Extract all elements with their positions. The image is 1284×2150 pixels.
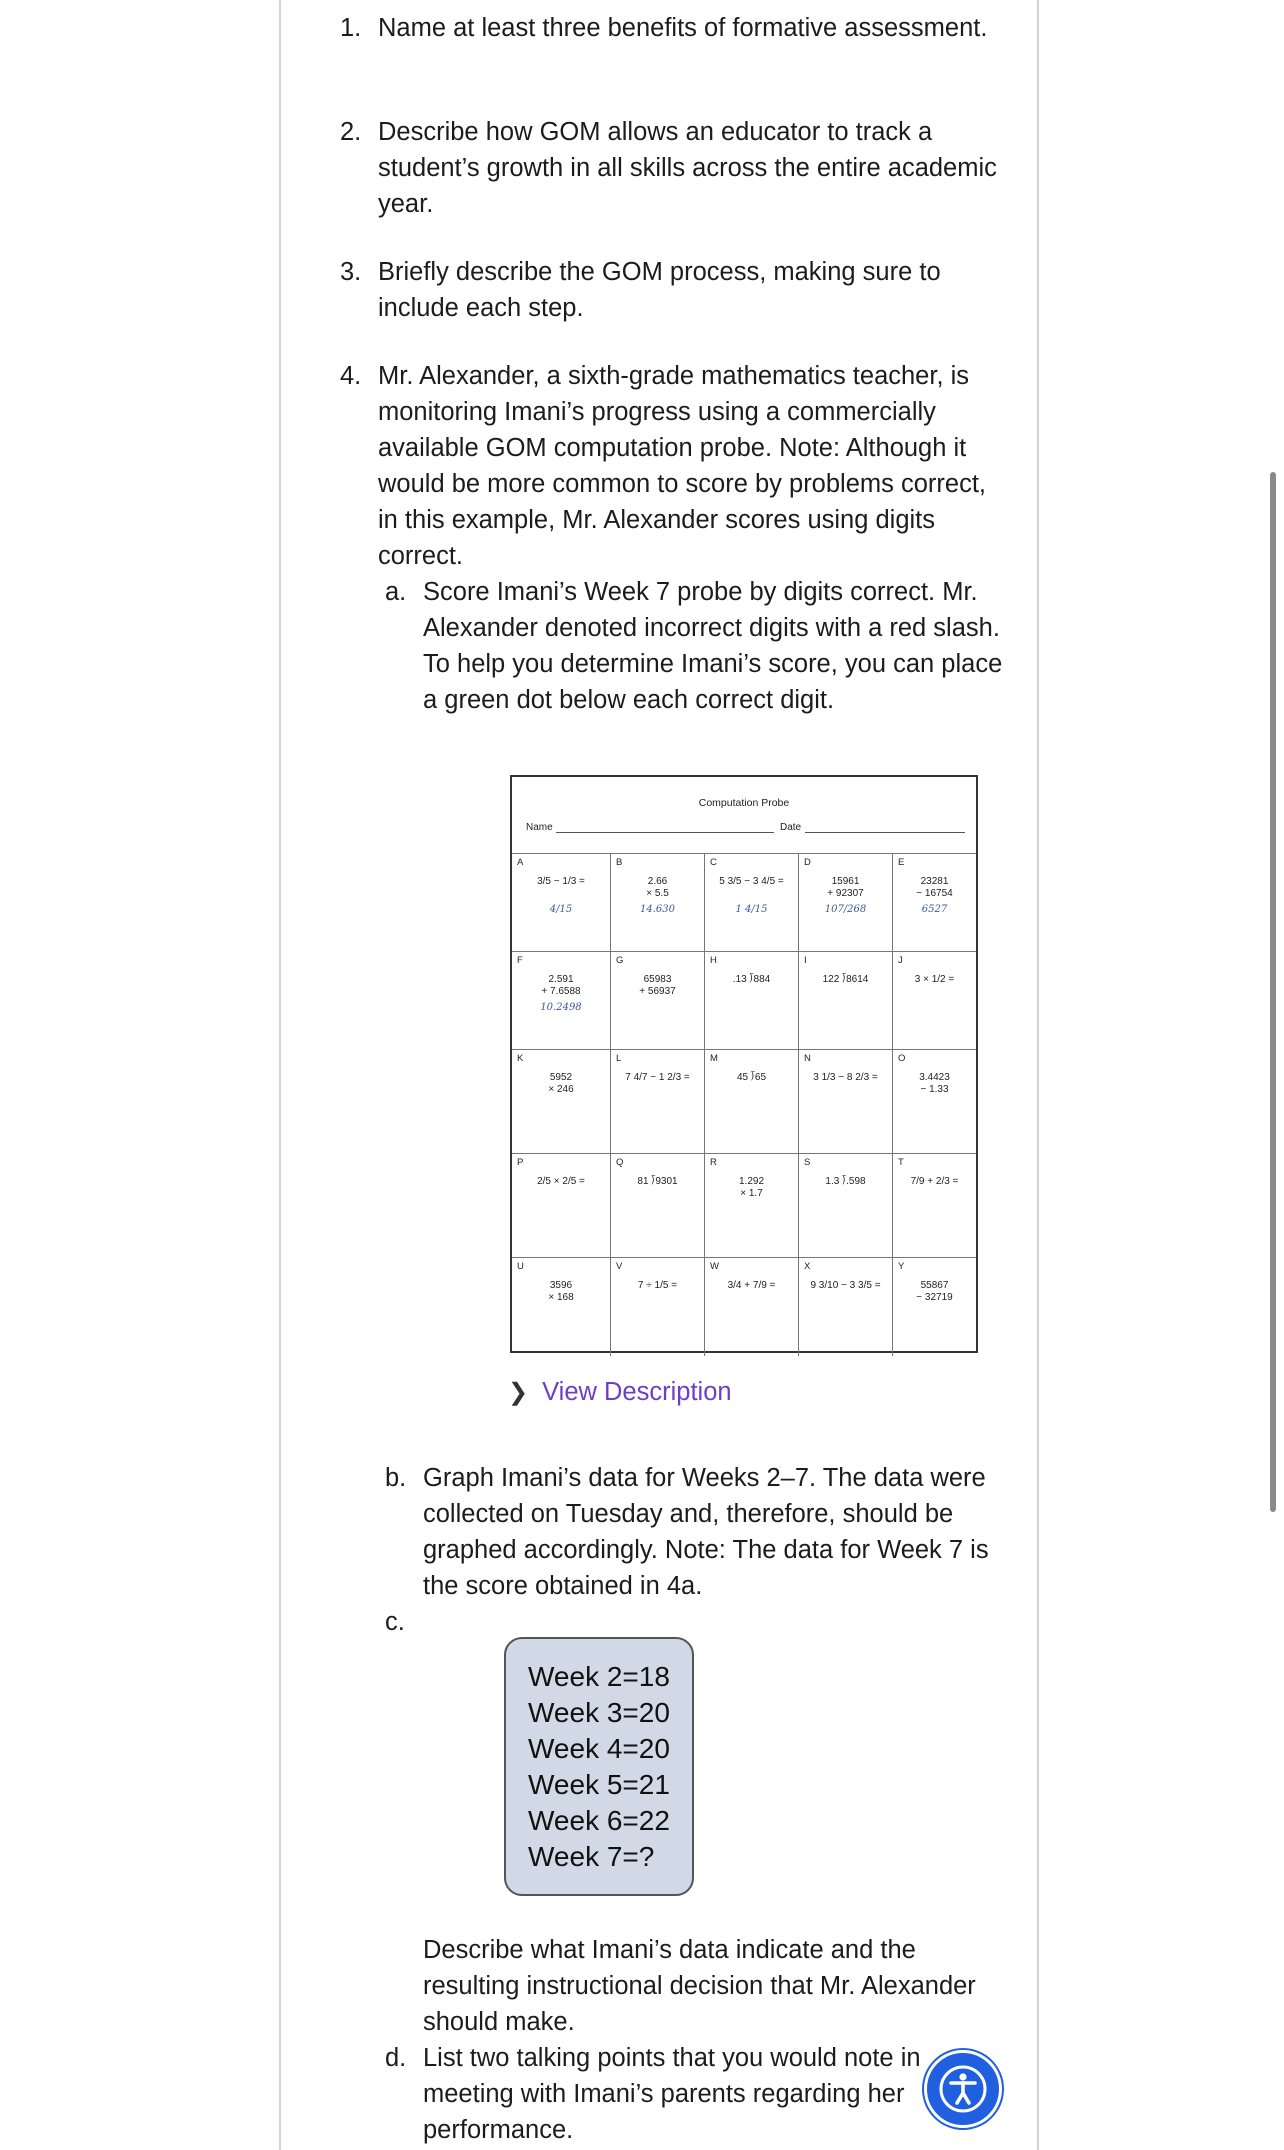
probe-problem: 45 ⟌65	[736, 1072, 767, 1083]
question-1	[340, 10, 1000, 46]
probe-problem: .13 ⟌884	[732, 974, 771, 985]
probe-cell-label: U	[517, 1261, 524, 1272]
probe-problem: 23281 − 16754	[916, 876, 953, 899]
subpart-text: List two talking points that you would note in meeting with Imani’s parents regarding her performance.	[423, 2044, 921, 2144]
probe-problem: 65983 + 56937	[639, 974, 676, 997]
probe-cell	[799, 952, 893, 1050]
probe-cell	[512, 952, 611, 1050]
probe-date-line	[805, 832, 965, 833]
week-score: Week 2=18	[528, 1661, 670, 1692]
probe-problem: 55867 − 32719	[916, 1280, 953, 1303]
probe-cell-label: M	[710, 1053, 718, 1064]
week-score: Week 7=?	[528, 1841, 655, 1872]
probe-problem: 7/9 + 2/3 =	[910, 1176, 959, 1187]
probe-cell-label: B	[616, 857, 623, 868]
probe-cell-label: K	[517, 1053, 524, 1064]
probe-problem: 7 ÷ 1/5 =	[637, 1280, 678, 1291]
question-number: 1.	[340, 14, 362, 42]
question-number: 4.	[340, 362, 362, 390]
probe-problem: 81 ⟌9301	[637, 1176, 678, 1187]
probe-cell	[705, 854, 799, 952]
probe-cell-label: E	[898, 857, 905, 868]
probe-cell	[705, 1050, 799, 1154]
probe-cell-label: V	[616, 1261, 623, 1272]
probe-problem: 3/5 − 1/3 =	[537, 876, 585, 887]
week-score: Week 4=20	[528, 1733, 670, 1764]
probe-problem: 2.66 × 5.5	[646, 876, 669, 899]
subpart-letter: c.	[385, 1608, 405, 1636]
probe-problem: 15961 + 92307	[827, 876, 864, 899]
week-score: Week 6=22	[528, 1805, 670, 1836]
subpart-text: Describe what Imani’s data indicate and the resulting instructional decision that Mr. Alexander should make.	[423, 1936, 976, 2036]
probe-problem: 5 3/5 − 3 4/5 =	[719, 876, 784, 887]
probe-cell	[893, 1258, 976, 1356]
probe-answer: 14.630	[640, 904, 675, 915]
question-text: Briefly describe the GOM process, making sure to include each step.	[378, 258, 941, 322]
question-4	[340, 358, 1000, 574]
probe-cell-label: S	[804, 1157, 811, 1168]
probe-cell	[512, 854, 611, 952]
probe-cell	[705, 1154, 799, 1258]
question-text: Mr. Alexander, a sixth-grade mathematics teacher, is monitoring Imani’s progress using a commercially available GOM computation probe. Note: Although it would be more common to score by problems correct, in this example, Mr. Alexander scores using digits correct.	[378, 362, 986, 570]
question-number: 3.	[340, 258, 362, 286]
probe-cell-label: F	[517, 955, 523, 966]
computation-probe	[510, 775, 978, 1353]
question-number: 2.	[340, 118, 362, 146]
probe-cell-label: Y	[898, 1261, 905, 1272]
probe-cell-label: P	[517, 1157, 524, 1168]
subpart-letter: a.	[385, 578, 407, 606]
probe-cell	[799, 854, 893, 952]
probe-cell-label: D	[804, 857, 811, 868]
probe-cell-label: L	[616, 1053, 622, 1064]
probe-cell-label: O	[898, 1053, 906, 1064]
probe-cell-label: H	[710, 955, 717, 966]
probe-cell	[611, 1050, 705, 1154]
weekly-scores-box	[504, 1637, 694, 1896]
probe-cell	[893, 1050, 976, 1154]
probe-cell-label: Q	[616, 1157, 624, 1168]
probe-problem: 3596 × 168	[548, 1280, 574, 1303]
probe-cell	[512, 1154, 611, 1258]
probe-problem: 3 1/3 − 8 2/3 =	[813, 1072, 878, 1083]
probe-cell-label: A	[517, 857, 524, 868]
subpart-b	[385, 1460, 1005, 1604]
probe-cell	[799, 1050, 893, 1154]
probe-answer: 4/15	[549, 904, 573, 915]
probe-name-line	[556, 832, 774, 833]
view-description-link[interactable]	[508, 1374, 732, 1411]
probe-cell	[611, 1154, 705, 1258]
accessibility-button[interactable]	[924, 2050, 1002, 2128]
accessibility-icon	[938, 2064, 988, 2114]
probe-problem: 5952 × 246	[548, 1072, 574, 1095]
week-score: Week 5=21	[528, 1769, 670, 1800]
question-text: Name at least three benefits of formative assessment.	[378, 14, 988, 42]
probe-problem: 2/5 × 2/5 =	[537, 1176, 585, 1187]
probe-cell	[893, 854, 976, 952]
probe-problem: 7 4/7 − 1 2/3 =	[625, 1072, 690, 1083]
probe-problem: 1.3 ⟌.598	[825, 1176, 866, 1187]
probe-cell-label: J	[898, 955, 903, 966]
probe-problem: 3.4423 − 1.33	[919, 1072, 950, 1095]
chevron-right-icon: ❯	[508, 1379, 529, 1406]
probe-title: Computation Probe	[698, 797, 790, 809]
probe-cell	[512, 1050, 611, 1154]
probe-problem: 1.292 × 1.7	[738, 1176, 765, 1199]
probe-cell	[893, 1154, 976, 1258]
question-3	[340, 254, 1000, 326]
probe-cell	[893, 952, 976, 1050]
probe-cell-label: C	[710, 857, 717, 868]
probe-cell	[799, 1154, 893, 1258]
subpart-c	[385, 1932, 1005, 2040]
page-border-left	[279, 0, 281, 2150]
page-border-right	[1037, 0, 1039, 2150]
probe-cell-label: N	[804, 1053, 811, 1064]
probe-cell-label: R	[710, 1157, 717, 1168]
probe-problem: 9 3/10 − 3 3/5 =	[810, 1280, 881, 1291]
subpart-a	[385, 574, 1005, 718]
probe-cell	[799, 1258, 893, 1356]
subpart-text: Graph Imani’s data for Weeks 2–7. The data were collected on Tuesday and, therefore, should be graphed accordingly. Note: The data for Week 7 is the score obtained in 4a.	[423, 1464, 989, 1600]
probe-name-label: Name	[526, 822, 553, 833]
probe-cell-label: T	[898, 1157, 904, 1168]
probe-cell	[611, 952, 705, 1050]
probe-problem: 3 × 1/2 =	[914, 974, 955, 985]
probe-problem: 122 ⟌8614	[822, 974, 869, 985]
probe-cell	[705, 952, 799, 1050]
probe-answer: 107/268	[824, 904, 867, 915]
probe-answer: 6527	[921, 904, 948, 915]
probe-cell-label: W	[710, 1261, 719, 1272]
probe-cell	[512, 1258, 611, 1356]
subpart-letter: d.	[385, 2044, 407, 2072]
view-description-label: View Description	[542, 1378, 732, 1406]
probe-answer: 10.2498	[540, 1002, 582, 1013]
probe-cell-label: I	[804, 955, 807, 966]
subpart-text: Score Imani’s Week 7 probe by digits correct. Mr. Alexander denoted incorrect digits with a red slash. To help you determine Imani’s score, you can place a green dot below each correct digit.	[423, 578, 1003, 714]
probe-answer: 1 4/15	[735, 904, 768, 915]
probe-problem: 2.591 + 7.6588	[541, 974, 581, 997]
question-text: Describe how GOM allows an educator to track a student’s growth in all skills across the entire academic year.	[378, 118, 997, 218]
probe-cell	[611, 854, 705, 952]
probe-problem: 3/4 + 7/9 =	[727, 1280, 776, 1291]
probe-cell-label: X	[804, 1261, 811, 1272]
probe-date-label: Date	[780, 822, 802, 833]
probe-grid	[512, 853, 976, 1303]
scrollbar-thumb[interactable]	[1270, 472, 1276, 1512]
week-score: Week 3=20	[528, 1697, 670, 1728]
subpart-d	[385, 2040, 1005, 2148]
probe-cell	[705, 1258, 799, 1356]
question-2	[340, 114, 1000, 222]
probe-cell-label: G	[616, 955, 624, 966]
subpart-letter: b.	[385, 1464, 407, 1492]
probe-cell	[611, 1258, 705, 1356]
